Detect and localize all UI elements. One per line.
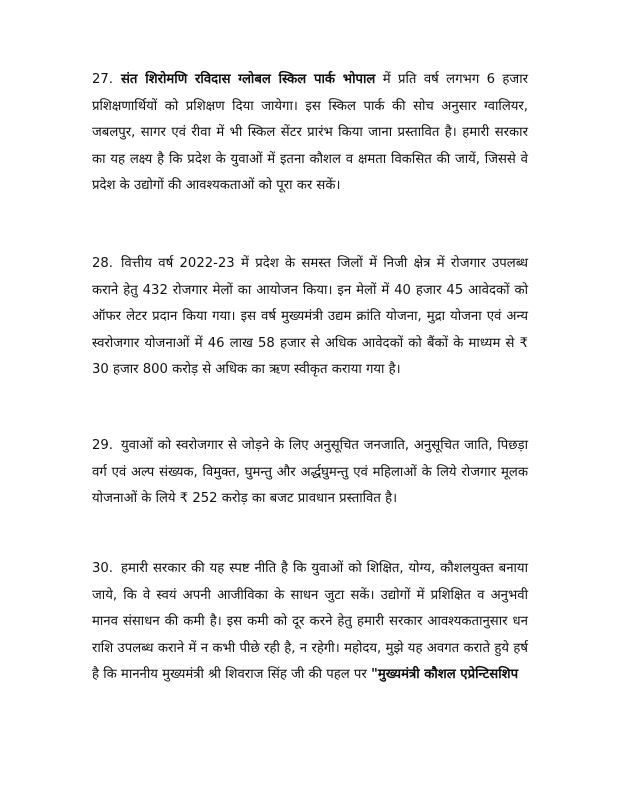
paragraph-number: 30. [92,561,113,576]
paragraph-text: वित्तीय वर्ष 2022-23 में प्रदेश के समस्त जिलों में निजी क्षेत्र में रोजगार उपलब्ध कराने हेतु 432 रोजगार मेलों का आयोजन किया। इन मेलों में 40 हजार 45 आवेदकों को ऑफर लेटर प्रदान किया गया। इस वर्ष मुख्यमंत्री उद्यम क्रांति योजना, मुद्रा योजना एवं अन्य स्वरोजगार योजनाओं में 46 लाख 58 हजार से अधिक आवेदकों को बैंकों के माध्यम से ₹ 30 हजार 800 करोड़ से अधिक का ऋण स्वीकृत कराया गया है। [92,256,528,377]
paragraph-number: 28. [92,256,113,271]
paragraph-number: 29. [92,438,113,453]
paragraph-28 [92,251,528,384]
paragraph-text: हमारी सरकार की यह स्पष्ट नीति है कि युवाओं को शिक्षित, योग्य, कौशलयुक्त बनाया जाये, कि वे स्वयं अपनी आजीविका के साधन जुटा सकें। उद्योगों में प्रशिक्षित व अनुभवी मानव संसाधन की कमी है। इस कमी को दूर करने हेतु हमारी सरकार आवश्यकतानुसार धन राशि उपलब्ध कराने में न कभी पीछे रही है, न रहेगी। महोदय, मुझे यह अवगत कराते हुये हर्ष है कि माननीय मुख्यमंत्री श्री शिवराज सिंह जी की पहल पर [92,561,528,682]
paragraph-27 [92,67,528,200]
paragraph-30 [92,556,528,689]
paragraph-29 [92,433,528,513]
paragraph-text: में प्रति वर्ष लगभग 6 हजार प्रशिक्षणार्थियों को प्रशिक्षण दिया जायेगा। इस स्किल पार्क की सोच अनुसार ग्वालियर, जबलपुर, सागर एवं रीवा में भी स्किल सेंटर प्रारंभ किया जाना प्रस्तावित है। हमारी सरकार का यह लक्ष्य है कि प्रदेश के युवाओं में इतना कौशल व क्षमता विकसित की जायें, जिससे वे प्रदेश के उद्योगों की आवश्यकताओं को पूरा कर सकें। [92,72,528,193]
skill-park-name: संत शिरोमणि रविदास ग्लोबल स्किल पार्क भोपाल [120,72,376,87]
paragraph-number: 27. [92,72,113,87]
paragraph-text: युवाओं को स्वरोजगार से जोड़ने के लिए अनुसूचित जनजाति, अनुसूचित जाति, पिछड़ा वर्ग एवं अल्प संख्यक, विमुक्त, घुमन्तु और अर्द्धघुमन्तु एवं महिलाओं के लिये रोजगार मूलक योजनाओं के लिये ₹ 252 करोड़ का बजट प्रावधान प्रस्तावित है। [92,438,528,506]
scheme-name: "मुख्यमंत्री कौशल एप्रेन्टिसशिप [370,667,519,682]
